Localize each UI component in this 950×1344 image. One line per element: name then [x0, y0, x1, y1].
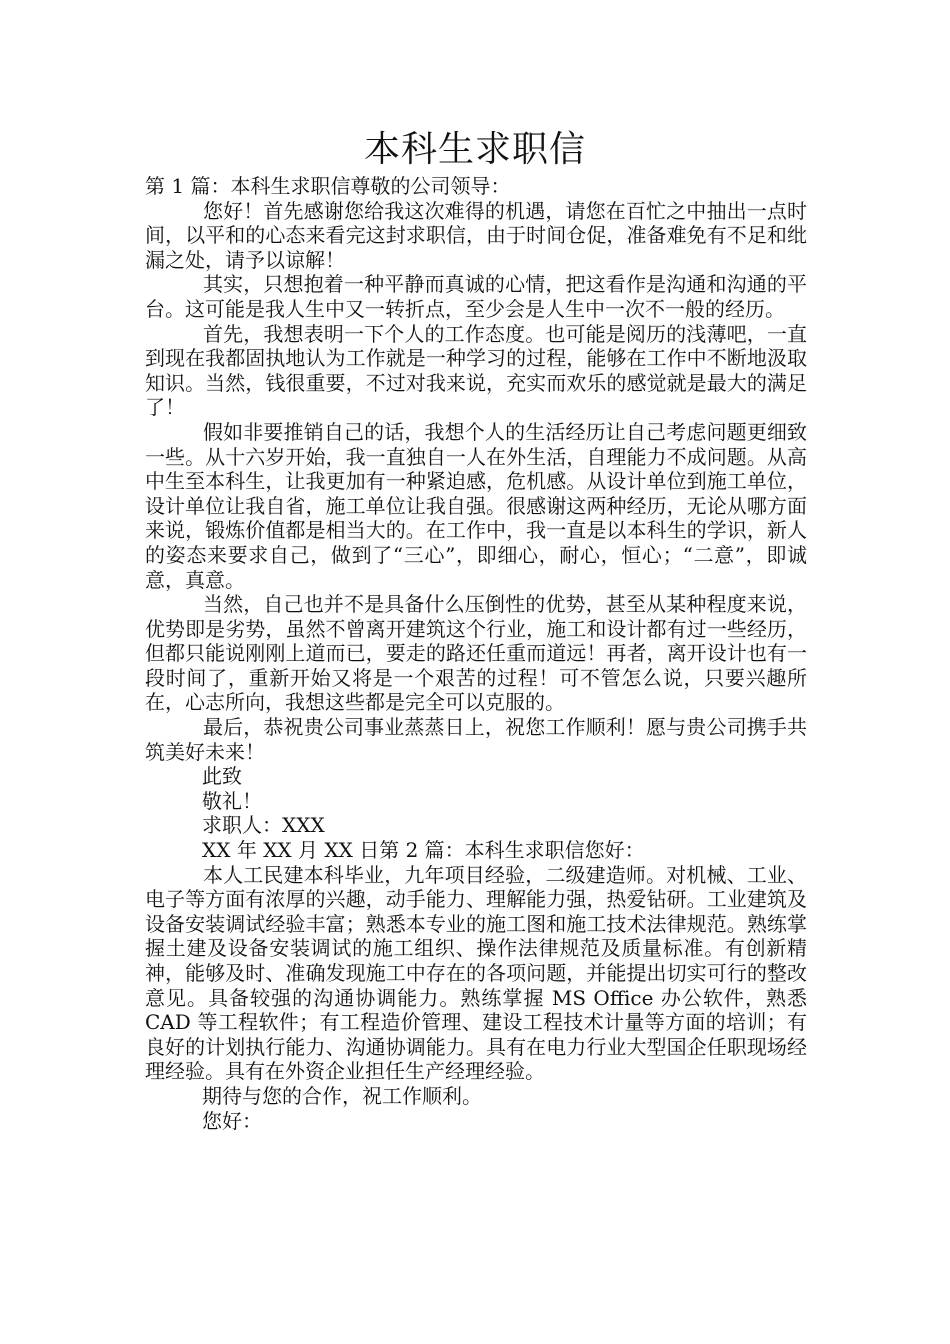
document-title: 本科生求职信 [363, 129, 586, 170]
signature-line: 求职人：XXX [202, 813, 325, 838]
heading-line: 第 1 篇：本科生求职信尊敬的公司领导： [145, 174, 511, 198]
paragraph-greeting: 您好！首先感谢您给我这次难得的机遇，请您在百忙之中抽出一点时间，以平和的心态来看完这封求职信，由于时间仓促，准备难免有不足和纰漏之处，请予以谅解！ [145, 198, 807, 272]
paragraph-strengths: 当然，自己也并不是具备什么压倒性的优势，甚至从某种程度来说，优势即是劣势，虽然不曾离开建筑这个行业，施工和设计都有过一些经历，但都只能说刚刚上道而已，要走的路还任重而道远！再者，离开设计也有一段时间了，重新开始又将是一个艰苦的过程！可不管怎么说，只要兴趣所在，心志所向，我想这些都是完全可以克服的。 [145, 592, 807, 715]
paragraph-intent: 其实，只想抱着一种平静而真诚的心情，把这看作是沟通和沟通的平台。这可能是我人生中又一转折点，至少会是人生中一次不一般的经历。 [145, 272, 807, 321]
paragraph-experience: 假如非要推销自己的话，我想个人的生活经历让自己考虑问题更细致一些。从十六岁开始，我一直独自一人在外生活，自理能力不成问题。从高中生至本科生，让我更加有一种紧迫感，危机感。从设计单位到施工单位，设计单位让我自省，施工单位让我自强。很感谢这两种经历，无论从哪方面来说，锻炼价值都是相当大的。在工作中，我一直是以本科生的学识，新人的姿态来要求自己，做到了“三心”，即细心，耐心，恒心；“二意”，即诚意，真意。 [145, 419, 807, 592]
paragraph-wishes: 最后，恭祝贵公司事业蒸蒸日上，祝您工作顺利！愿与贵公司携手共筑美好未来！ [145, 715, 807, 764]
closing-line-2: 敬礼！ [202, 788, 262, 813]
second-letter-greeting: 您好： [202, 1108, 262, 1133]
paragraph-attitude: 首先，我想表明一下个人的工作态度。也可能是阅历的浅薄吧，一直到现在我都固执地认为工作就是一种学习的过程，能够在工作中不断地汲取知识。当然，钱很重要，不过对我来说，充实而欢乐的感觉就是最大的满足了！ [145, 321, 807, 420]
second-letter-wish: 期待与您的合作，祝工作顺利。 [202, 1083, 482, 1108]
document-body [145, 174, 807, 1133]
date-line: XX 年 XX 月 XX 日第 2 篇：本科生求职信您好： [202, 838, 645, 863]
second-letter-paragraph: 本人工民建本科毕业，九年项目经验，二级建造师。对机械、工业、电子等方面有浓厚的兴趣，动手能力、理解能力强，热爱钻研。工业建筑及设备安装调试经验丰富；熟悉本专业的施工图和施工技术法律规范。熟练掌握土建及设备安装调试的施工组织、操作法律规范及质量标准。有创新精神，能够及时、准确发现施工中存在的各项问题，并能提出切实可行的整改意见。具备较强的沟通协调能力。熟练掌握 MS Office 办公软件，熟悉 CAD 等工程软件；有工程造价管理、建设工程技术计量等方面的培训；有良好的计划执行能力、沟通协调能力。具有在电力行业大型国企任职现场经理经验。具有在外资企业担任生产经理经验。 [145, 862, 807, 1084]
closing-line-1: 此致 [202, 764, 242, 789]
